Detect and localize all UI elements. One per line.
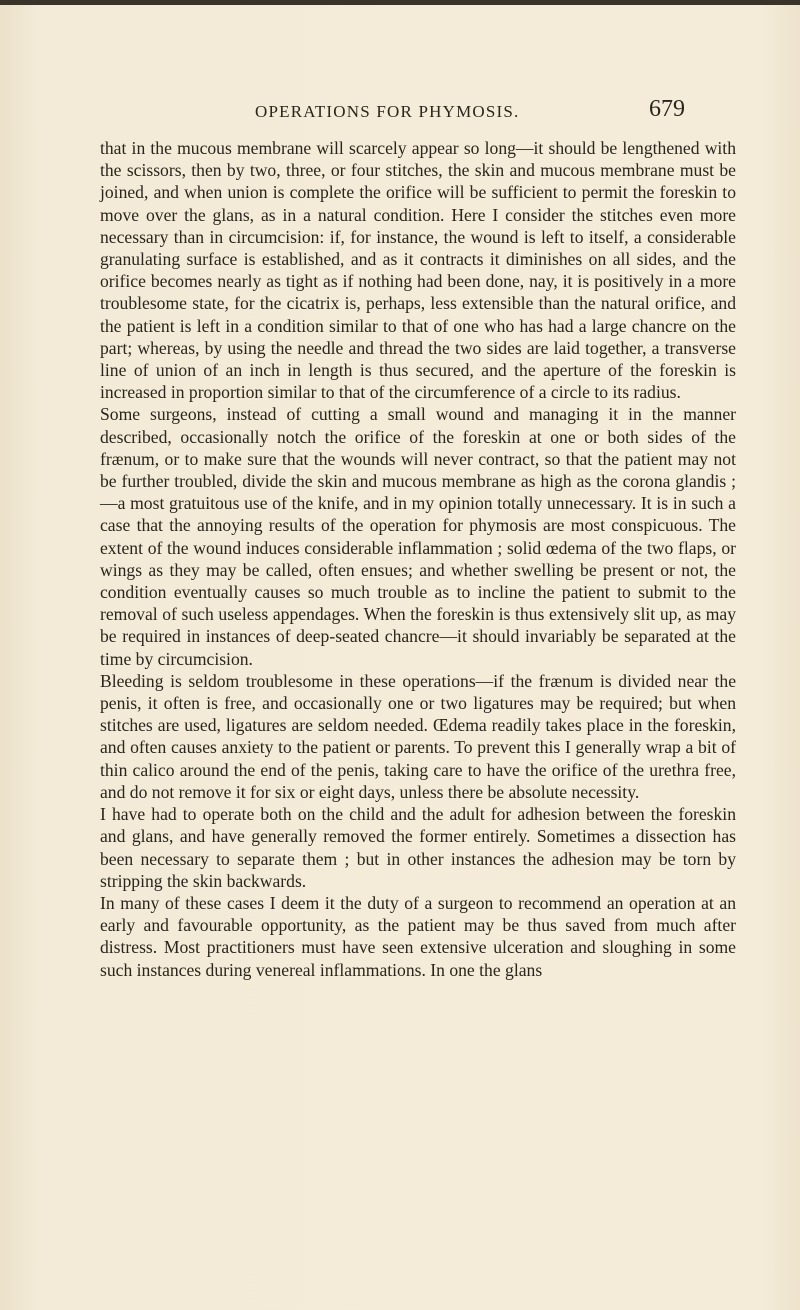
paragraph-3: Bleeding is seldom troublesome in these operations—if the frænum is divided near the penis, it often is free, and occasionally one or two ligatures may be required; but when stitches are used, ligatures are seldom needed. Œdema readily takes place in the foreskin, and often causes anxiety to the patient or parents. To prevent this I generally wrap a bit of thin calico around the end of the penis, taking care to have the orifice of the urethra free, and do not remove it for six or eight days, unless there be absolute necessity. <box>100 670 736 802</box>
paragraph-1: that in the mucous membrane will scarcely appear so long—it should be lengthened with the scissors, then by two, three, or four stitches, the skin and mucous membrane must be joined, and when union is complete the orifice will be sufficient to permit the foreskin to move over the glans, as in a natural condition. Here I consider the stitches even more necessary than in circumcision: if, for instance, the wound is left to itself, a considerable granulating surface is established, and as it contracts it diminishes on all sides, and the orifice becomes nearly as tight as if nothing had been done, nay, it is positively in a more troublesome state, for the cicatrix is, perhaps, less extensible than the natural orifice, and the patient is left in a condition similar to that of one who has had a large chancre on the part; whereas, by using the needle and thread the two sides are laid together, a transverse line of union of an inch in length is thus secured, and the aperture of the foreskin is increased in proportion similar to that of the circumference of a circle to its radius. <box>100 138 736 403</box>
page-top-edge <box>0 0 800 5</box>
page-header <box>255 96 685 130</box>
paragraph-5: In many of these cases I deem it the duty of a surgeon to recommend an operation at an early and favourable opportunity, as the patient may be thus saved from much after distress. Most practitioners must have seen extensive ulceration and sloughing in some such instances during venereal inflammations. In one the glans <box>100 892 736 980</box>
body-text <box>100 137 736 981</box>
paragraph-4: I have had to operate both on the child and the adult for adhesion between the foreskin and glans, and have generally removed the former entirely. Sometimes a dissection has been necessary to separate them ; but in other instances the adhesion may be torn by stripping the skin backwards. <box>100 804 736 891</box>
paragraph-2: Some surgeons, instead of cutting a small wound and managing it in the manner described, occasionally notch the orifice of the foreskin at one or both sides of the frænum, or to make sure that the wounds will never contract, so that the patient may not be further troubled, divide the skin and mucous membrane as high as the corona glandis ;—a most gratuitous use of the knife, and in my opinion totally unnecessary. It is in such a case that the annoying results of the operation for phymosis are most conspicuous. The extent of the wound induces considerable inflammation ; solid œdema of the two flaps, or wings as they may be called, often ensues; and whether swelling be present or not, the condition eventually causes so much trouble as to incline the patient to submit to the removal of such useless appendages. When the foreskin is thus extensively slit up, as may be required in instances of deep-seated chancre—it should invariably be separated at the time by circumcision. <box>100 404 736 669</box>
running-head: OPERATIONS FOR PHYMOSIS. <box>255 102 520 121</box>
page-number: 679 <box>649 96 685 122</box>
